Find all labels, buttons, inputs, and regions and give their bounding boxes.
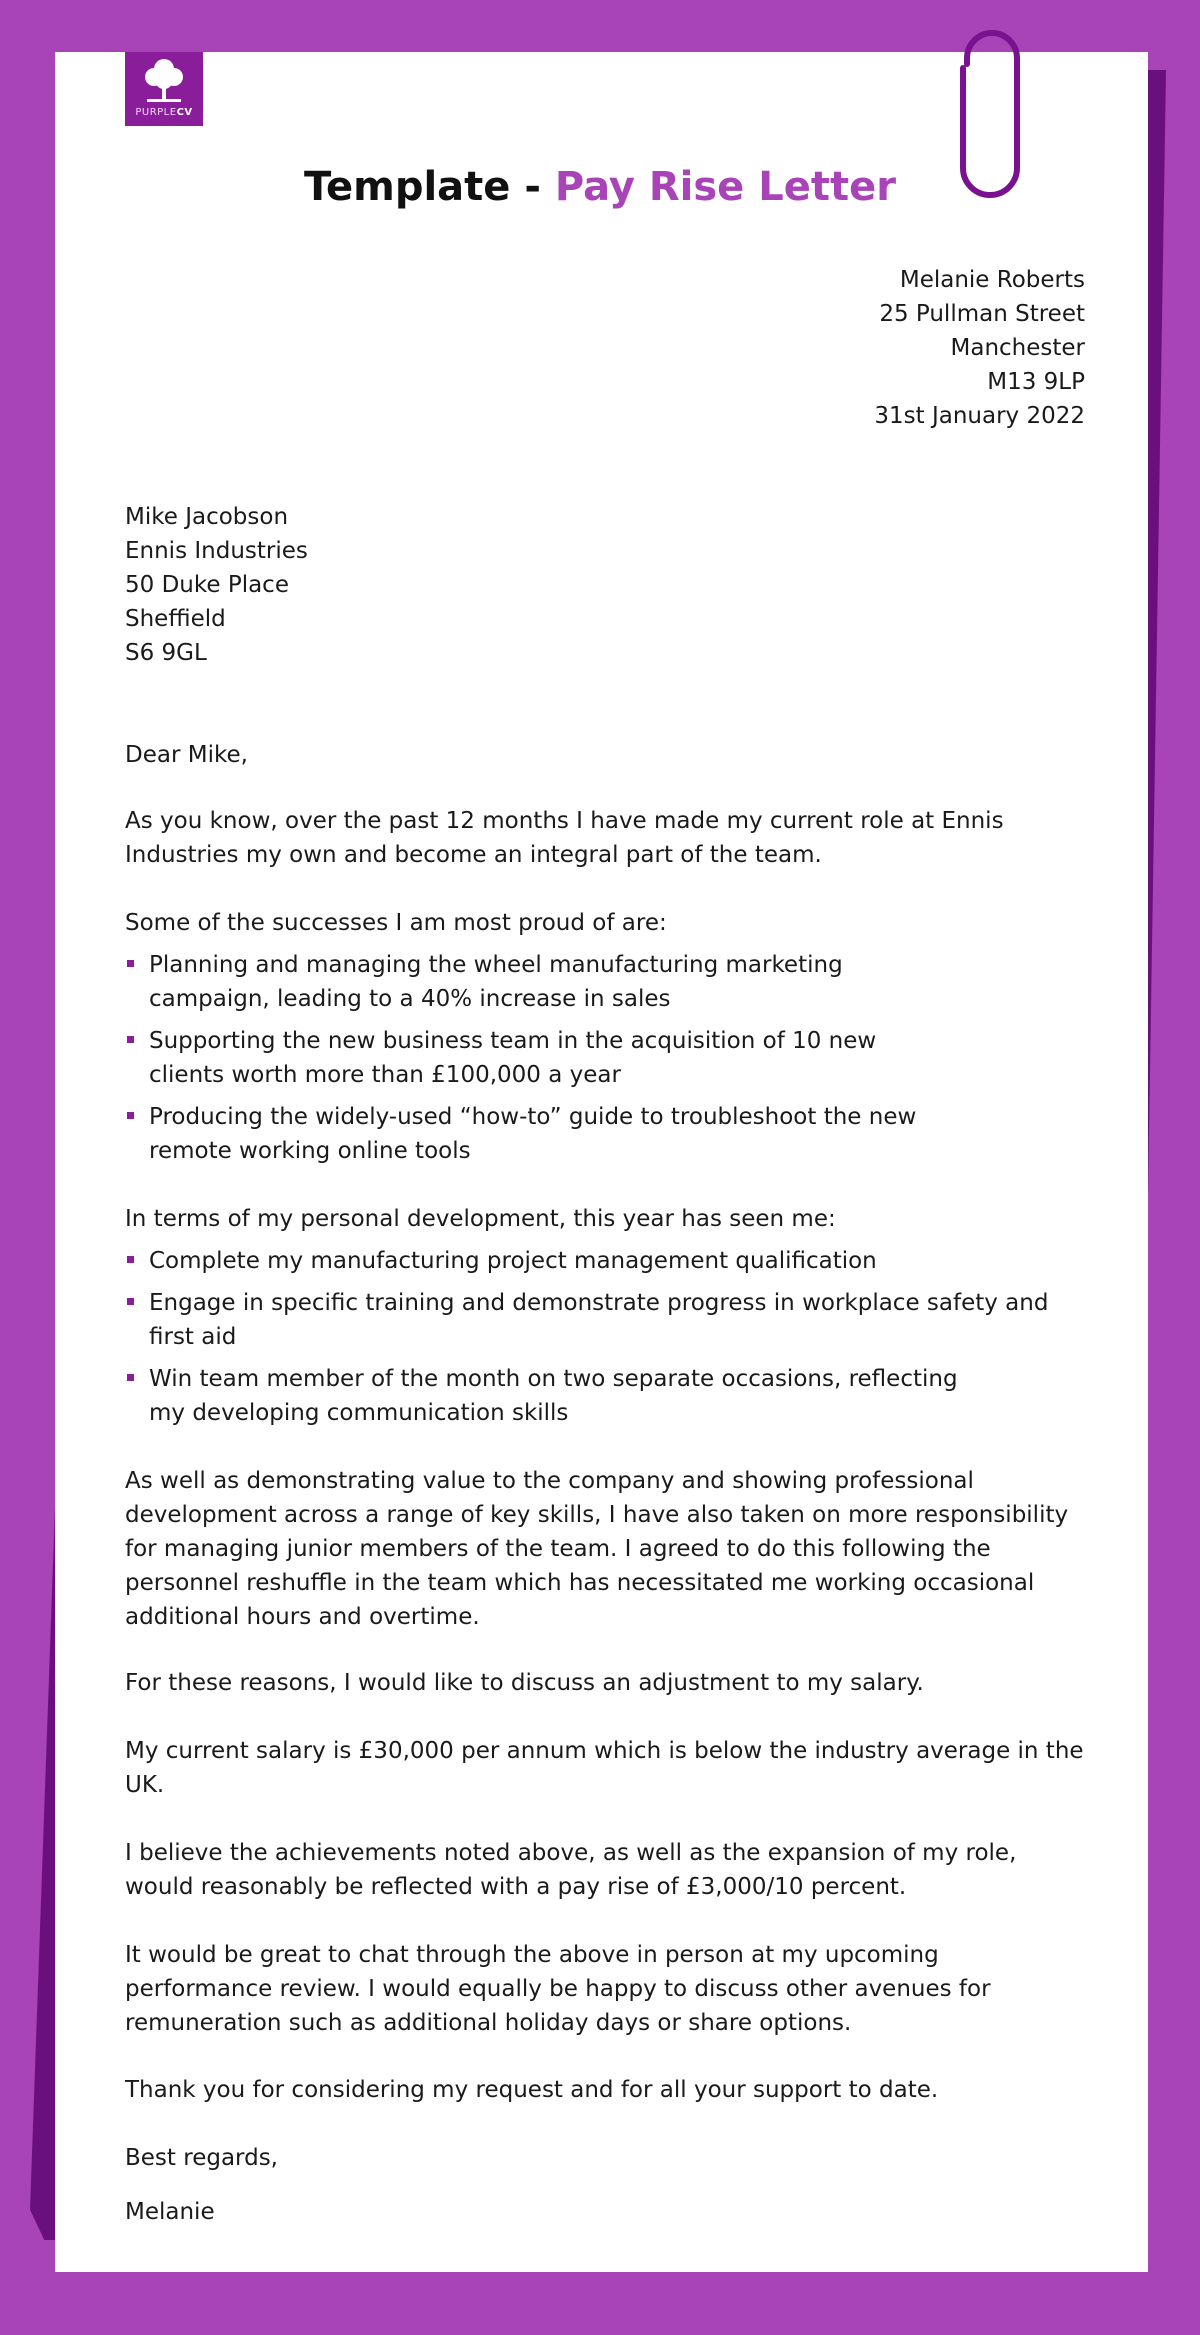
page-shadow-left — [30, 1480, 56, 2240]
recipient-city: Sheffield — [125, 606, 226, 632]
responsibility-paragraph: As well as demonstrating value to the company and showing professional development across a range of key skills, I have also taken on more responsibility for managing junior members of the team. I agreed to do this following the personnel reshuffle in the team which has necessitated me working occasional additional hours and overtime. — [125, 1468, 1069, 1630]
sender-address — [874, 263, 1085, 433]
logo-wordmark — [125, 107, 203, 118]
recipient-name: Mike Jacobson — [125, 504, 289, 530]
sender-postcode: M13 9LP — [987, 369, 1085, 395]
development-intro: In terms of my personal development, this year has seen me: — [125, 1206, 836, 1232]
logo-text-cv: CV — [176, 107, 193, 118]
successes-list — [125, 948, 945, 1176]
page-title — [0, 164, 1200, 210]
closing: Best regards, — [125, 2145, 278, 2171]
sender-street: 25 Pullman Street — [879, 301, 1085, 327]
thanks-paragraph: Thank you for considering my request and for all your support to date. — [125, 2077, 939, 2103]
salary-paragraph: My current salary is £30,000 per annum which is below the industry average in the UK. — [125, 1738, 1084, 1798]
list-item: Complete my manufacturing project management qualification — [125, 1244, 1085, 1278]
recipient-address — [125, 500, 308, 670]
tree-logo-icon — [143, 55, 185, 105]
list-item: Supporting the new business team in the acquisition of 10 new clients worth more than £100,000 a year — [125, 1024, 945, 1092]
purplecv-logo[interactable] — [125, 52, 203, 126]
title-prefix: Template - — [304, 164, 555, 210]
intro-paragraph: As you know, over the past 12 months I have made my current role at Ennis Industries my own and become an integral part of the team. — [125, 808, 1004, 868]
sender-name: Melanie Roberts — [899, 267, 1085, 293]
development-list — [125, 1244, 1085, 1438]
list-item: Engage in specific training and demonstrate progress in workplace safety and first aid — [125, 1286, 1085, 1354]
letter-date: 31st January 2022 — [874, 403, 1085, 429]
recipient-postcode: S6 9GL — [125, 640, 207, 666]
successes-intro: Some of the successes I am most proud of are: — [125, 910, 667, 936]
recipient-street: 50 Duke Place — [125, 572, 289, 598]
list-item: Win team member of the month on two separate occasions, reflecting my developing communication skills — [125, 1362, 969, 1430]
recipient-company: Ennis Industries — [125, 538, 308, 564]
signature: Melanie — [125, 2199, 215, 2225]
salutation: Dear Mike, — [125, 742, 248, 768]
sender-city: Manchester — [950, 335, 1085, 361]
next-steps-paragraph: It would be great to chat through the above in person at my upcoming performance review. I would equally be happy to discuss other avenues for remuneration such as additional holiday days or share options. — [125, 1942, 991, 2036]
title-highlight: Pay Rise Letter — [554, 164, 896, 210]
list-item: Producing the widely-used “how-to” guide to troubleshoot the new remote working online tools — [125, 1100, 945, 1168]
justification-paragraph: I believe the achievements noted above, as well as the expansion of my role, would reasonably be reflected with a pay rise of £3,000/10 percent. — [125, 1840, 1017, 1900]
list-item: Planning and managing the wheel manufacturing marketing campaign, leading to a 40% increase in sales — [125, 948, 945, 1016]
request-paragraph: For these reasons, I would like to discuss an adjustment to my salary. — [125, 1670, 924, 1696]
logo-text-purple: PURPLE — [135, 107, 177, 118]
